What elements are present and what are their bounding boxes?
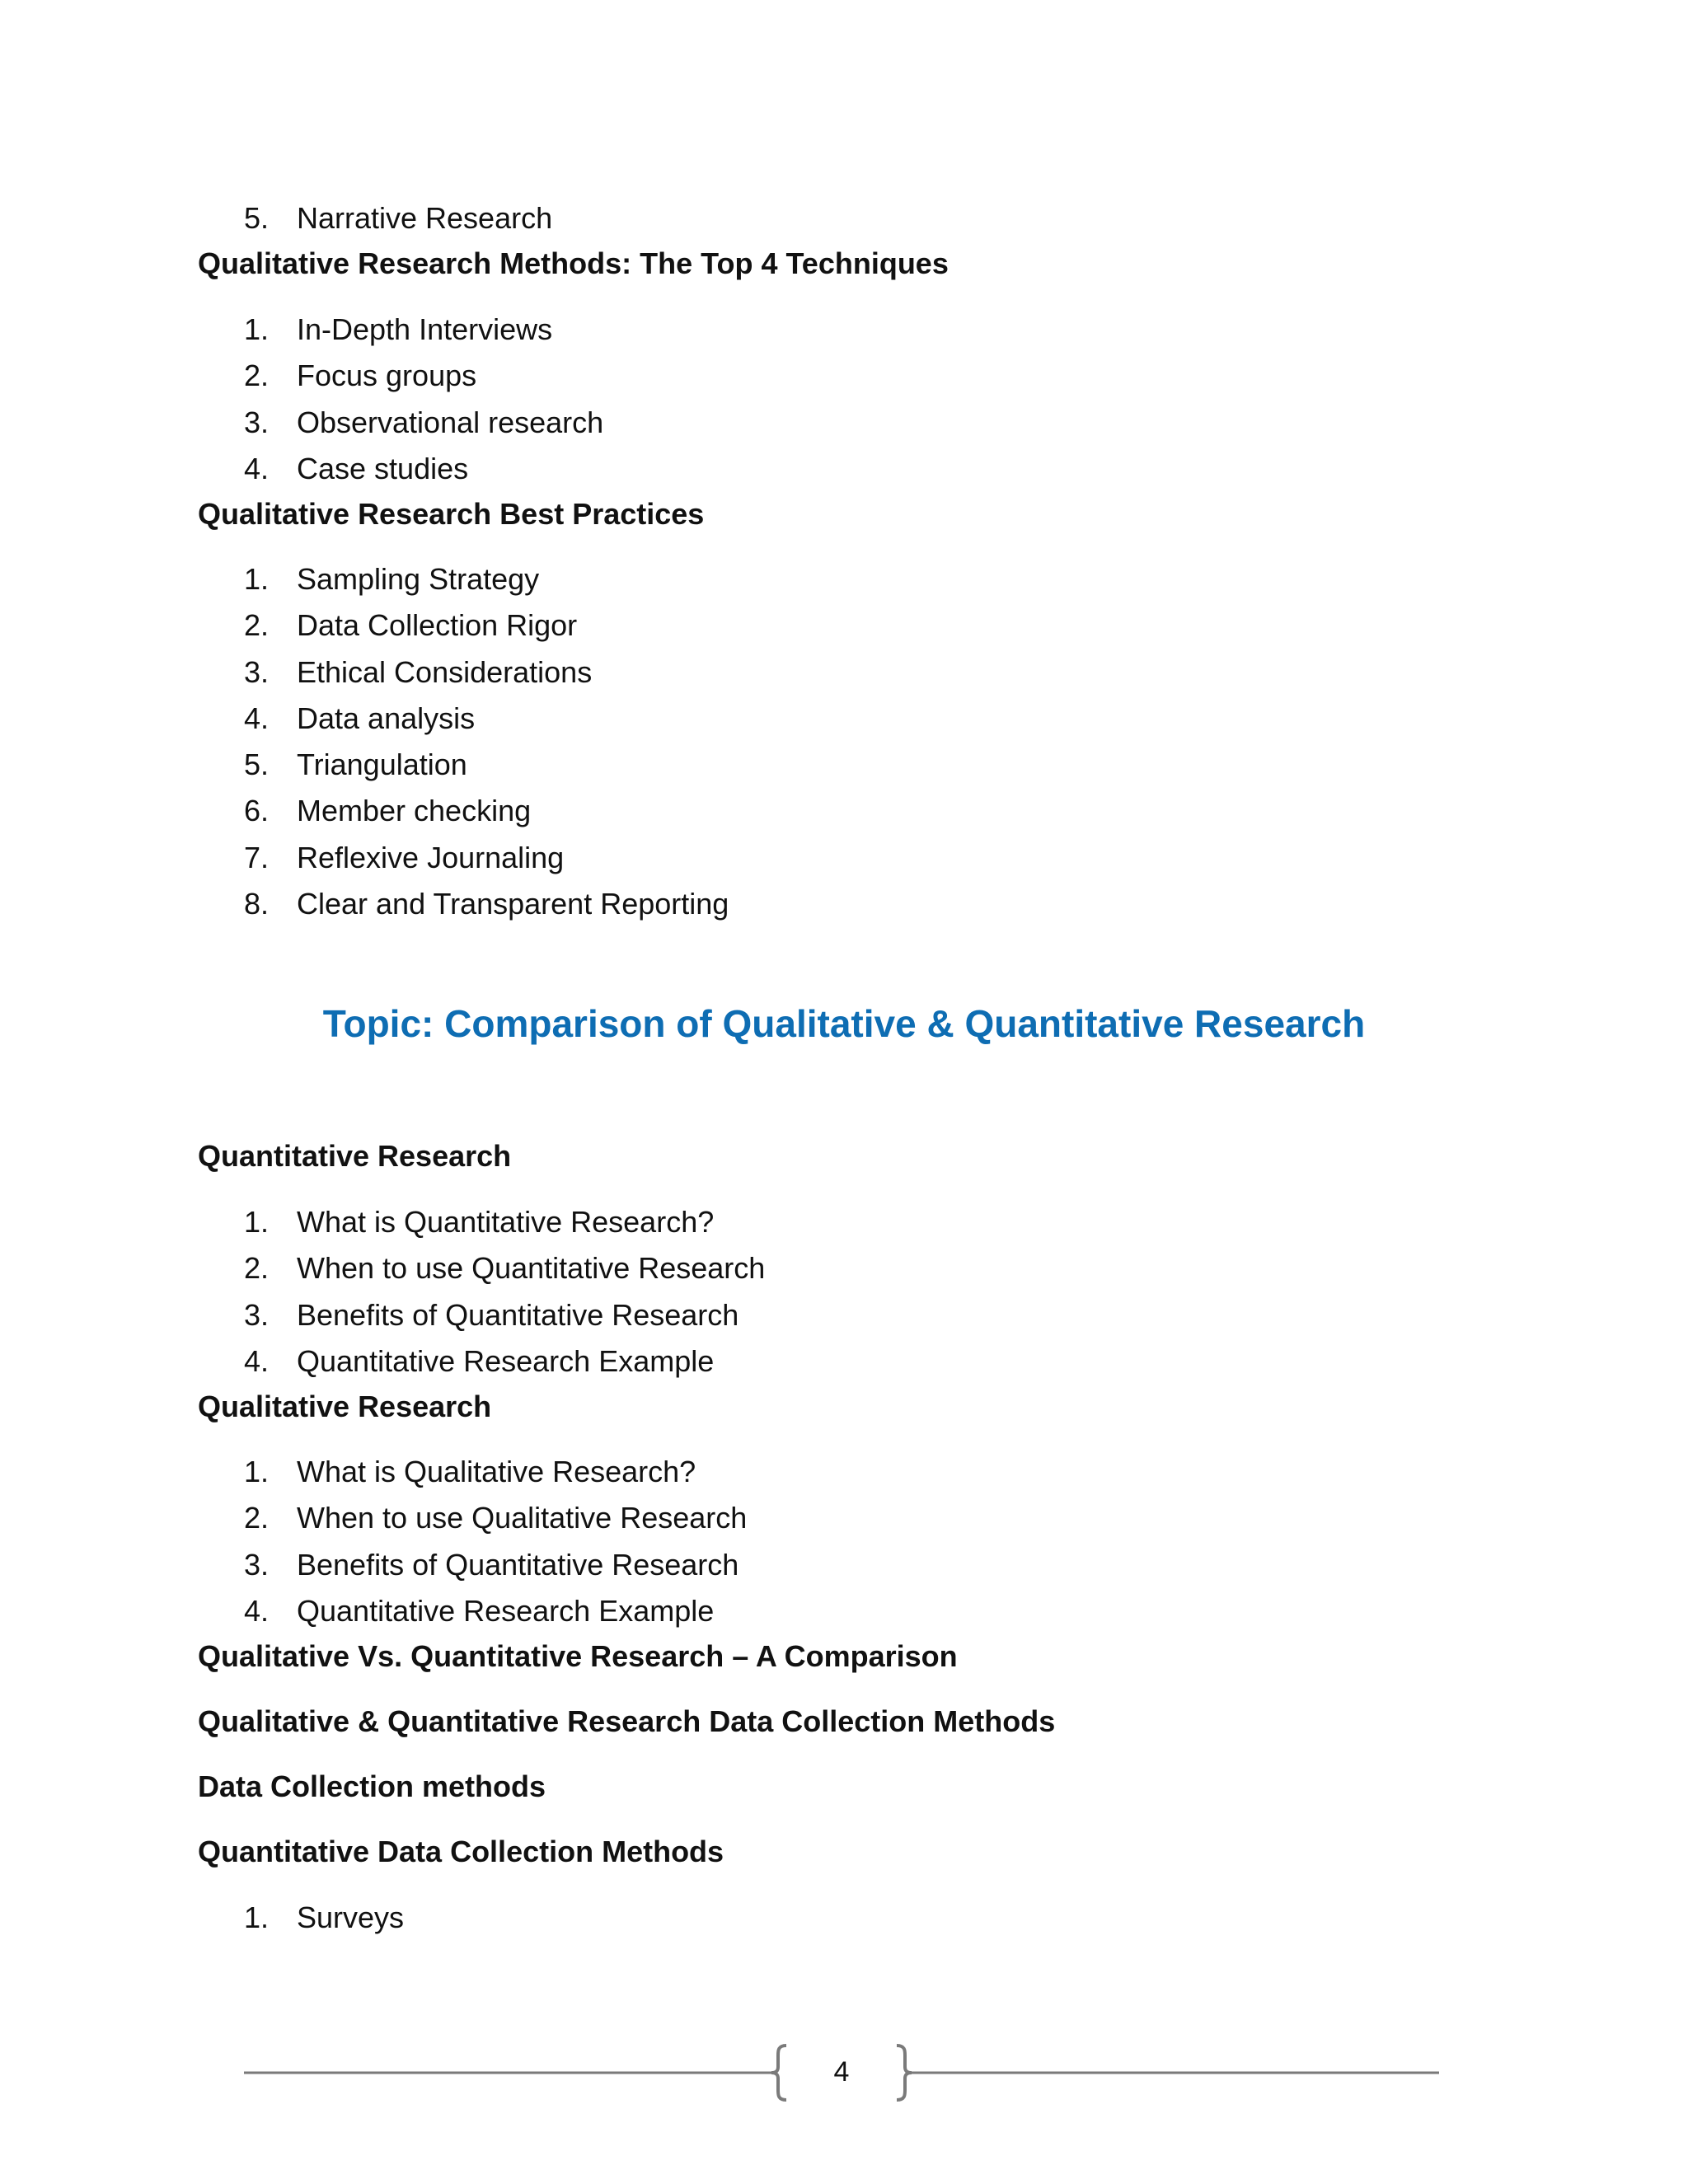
- continued-list: [244, 195, 552, 241]
- list-item-text: Triangulation: [297, 748, 467, 782]
- list-item-number: 5.: [244, 748, 270, 782]
- list-item-number: 3.: [244, 1547, 270, 1582]
- list-item-text: Narrative Research: [297, 201, 553, 235]
- list-item: [244, 881, 729, 927]
- list-item-text: When to use Quantitative Research: [297, 1251, 766, 1286]
- list-item-text: Quantitative Research Example: [297, 1593, 715, 1628]
- list-item-text: Benefits of Quantitative Research: [297, 1547, 739, 1582]
- list-item-text: Member checking: [297, 794, 532, 828]
- page-number: 4: [833, 2056, 850, 2088]
- list-item-text: What is Quantitative Research?: [297, 1205, 715, 1239]
- list-item-number: 5.: [244, 201, 270, 235]
- heading-quant-data-collection: Quantitative Data Collection Methods: [198, 1835, 724, 1868]
- list-item-text: Data Collection Rigor: [297, 608, 578, 643]
- list-item: [244, 1199, 765, 1245]
- list-item: [244, 835, 729, 881]
- list-item-number: 2.: [244, 1501, 270, 1535]
- list-item-number: 3.: [244, 654, 270, 689]
- right-brace-icon: [897, 2046, 912, 2100]
- section-heading-qual-methods: Qualitative Research Methods: The Top 4 Techniques: [198, 246, 949, 280]
- list-item-text: Focus groups: [297, 359, 477, 393]
- page-footer: [244, 2044, 1439, 2102]
- list-item-text: Surveys: [297, 1900, 405, 1934]
- topic-title: Topic: Comparison of Qualitative & Quantitative Research: [322, 1002, 1366, 1045]
- quant-data-collection-list: [244, 1895, 404, 1941]
- list-item-text: Observational research: [297, 405, 604, 439]
- list-item: [244, 602, 729, 649]
- list-item: [244, 353, 603, 399]
- list-item-number: 3.: [244, 405, 270, 439]
- list-item-text: Reflexive Journaling: [297, 840, 565, 874]
- list-item: [244, 1245, 765, 1291]
- list-item: [244, 1449, 747, 1495]
- list-item: [244, 1588, 747, 1634]
- list-item: [244, 696, 729, 742]
- left-brace-icon: [771, 2046, 786, 2100]
- list-item-number: 4.: [244, 1343, 270, 1378]
- list-item-number: 1.: [244, 1455, 270, 1488]
- list-item-number: 2.: [244, 1251, 270, 1286]
- list-item: [244, 400, 603, 446]
- heading-data-collection: Qualitative & Quantitative Research Data Collection Methods: [198, 1704, 1056, 1738]
- list-item: [244, 195, 552, 241]
- list-item: [244, 742, 729, 788]
- list-item: [244, 1292, 765, 1338]
- list-item-text: Quantitative Research Example: [297, 1343, 715, 1378]
- list-item-number: 6.: [244, 794, 270, 828]
- list-item-text: Case studies: [297, 451, 469, 485]
- list-item-number: 1.: [244, 312, 270, 346]
- list-item-text: What is Qualitative Research?: [297, 1455, 696, 1488]
- section-heading-best-practices: Qualitative Research Best Practices: [198, 497, 705, 531]
- list-item: [244, 1542, 747, 1588]
- list-item: [244, 446, 603, 492]
- list-item-text: Data analysis: [297, 701, 476, 735]
- quantitative-list: [244, 1199, 765, 1385]
- list-item-text: In-Depth Interviews: [297, 312, 553, 346]
- best-practices-list: [244, 556, 729, 927]
- list-item-text: Ethical Considerations: [297, 654, 593, 689]
- list-item: [244, 1338, 765, 1385]
- list-item-number: 1.: [244, 1900, 270, 1934]
- list-item-number: 7.: [244, 840, 270, 874]
- list-item-number: 4.: [244, 451, 270, 485]
- list-item-number: 3.: [244, 1297, 270, 1332]
- list-item-text: Sampling Strategy: [297, 562, 540, 596]
- list-item-number: 4.: [244, 701, 270, 735]
- heading-comparison: Qualitative Vs. Quantitative Research – A Comparison: [198, 1639, 958, 1673]
- qual-methods-list: [244, 307, 603, 492]
- list-item-number: 8.: [244, 887, 270, 921]
- heading-data-collection-methods: Data Collection methods: [198, 1769, 546, 1803]
- list-item-text: Benefits of Quantitative Research: [297, 1297, 739, 1332]
- list-item: [244, 556, 729, 602]
- list-item: [244, 1495, 747, 1541]
- list-item-number: 2.: [244, 359, 270, 393]
- section-heading-qualitative: Qualitative Research: [198, 1390, 492, 1423]
- list-item: [244, 307, 603, 353]
- list-item-number: 1.: [244, 562, 270, 596]
- list-item-number: 2.: [244, 608, 270, 643]
- list-item-text: Clear and Transparent Reporting: [297, 887, 729, 921]
- section-heading-quantitative: Quantitative Research: [198, 1139, 512, 1173]
- qualitative-list: [244, 1449, 747, 1634]
- list-item: [244, 788, 729, 834]
- list-item-number: 4.: [244, 1593, 270, 1628]
- list-item: [244, 649, 729, 696]
- list-item: [244, 1895, 404, 1941]
- list-item-number: 1.: [244, 1205, 270, 1239]
- list-item-text: When to use Qualitative Research: [297, 1501, 748, 1535]
